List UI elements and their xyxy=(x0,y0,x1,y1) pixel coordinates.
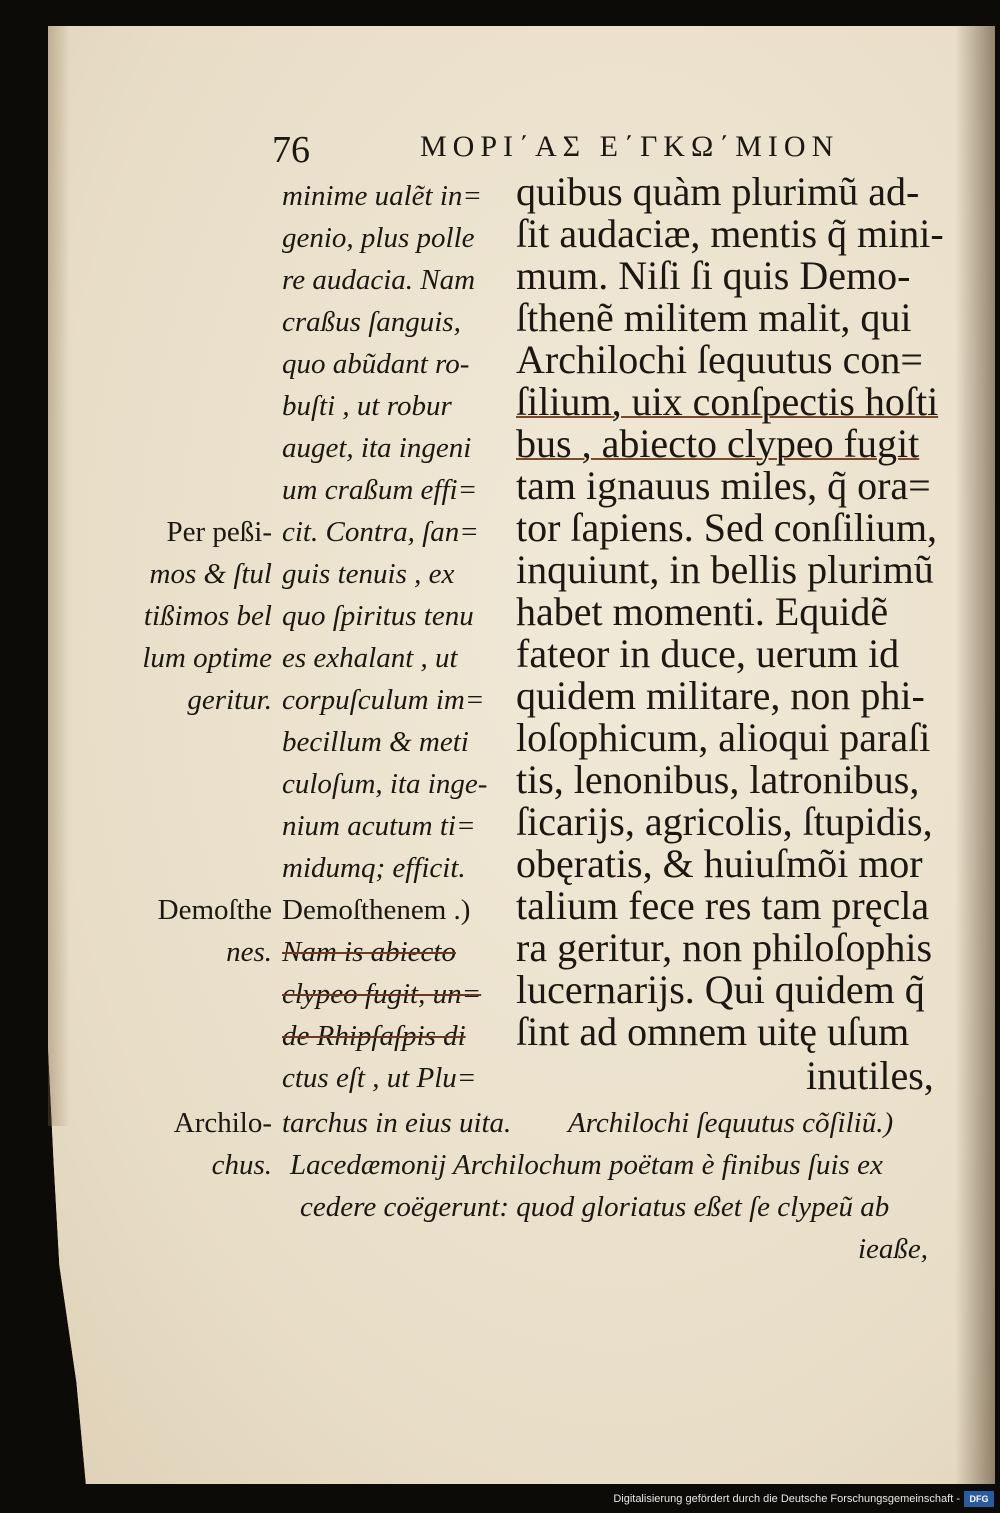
main-text-line: talium fece res tam pręcla xyxy=(516,883,930,928)
gloss-line-struck: Nam is abiecto xyxy=(282,936,456,968)
main-text-line: tor ſapiens. Sed conſilium, xyxy=(516,505,938,550)
margin-note-line: Archilo- xyxy=(173,1107,272,1139)
gloss-line: auget, ita ingeni xyxy=(282,432,472,464)
gloss-line: nium acutum ti= xyxy=(282,810,476,842)
digitization-credit: Digitalisierung gefördert durch die Deutsche Forschungsgemeinschaft - xyxy=(613,1493,960,1505)
margin-note-line: Demoſthe xyxy=(157,894,272,926)
gloss-line: um craßum effi= xyxy=(282,474,478,506)
main-text-line: bus , abiecto clypeo fugit xyxy=(516,421,920,466)
footnote-line: cedere coëgerunt: quod gloriatus eßet ſe clypeũ ab xyxy=(300,1191,890,1223)
footnote-line: ieaße, xyxy=(858,1233,929,1265)
footnote-line: Archilochi ſequutus cõſiliũ.) xyxy=(568,1107,894,1139)
main-text-line: inquiunt, in bellis plurimũ xyxy=(516,547,934,592)
footnote-line: Lacedæmonij Archilochum poëtam è finibus ſuis ex xyxy=(290,1149,883,1181)
gloss-line: cit. Contra, ſan= xyxy=(282,516,479,548)
margin-note-line: Per peßi- xyxy=(166,516,272,548)
gloss-line: Demoſthenem .) xyxy=(282,894,471,926)
main-text-line: lucernarijs. Qui quidem q̃ xyxy=(516,967,925,1012)
main-text-line: tam ignauus miles, q̃ ora= xyxy=(516,463,931,508)
page-edge-shadow xyxy=(955,26,995,1484)
gloss-line: tarchus in eius uita. xyxy=(282,1107,512,1139)
dfg-logo: DFG xyxy=(964,1491,994,1507)
margin-note-line: chus. xyxy=(211,1149,272,1181)
gloss-line: guis tenuis , ex xyxy=(282,558,455,590)
main-text-line: loſophicum, alioqui paraſi xyxy=(516,715,931,760)
main-text-line: obęratis, & huiuſmõi mor xyxy=(516,841,923,886)
gloss-line: ctus eſt , ut Plu= xyxy=(282,1062,477,1094)
gloss-line-struck: de Rhipſaſpis di xyxy=(282,1020,466,1052)
main-text-line: ra geritur, non philoſophis xyxy=(516,925,933,970)
gutter-shadow xyxy=(48,26,70,1126)
main-text-line: ſint ad omnem uitę uſum xyxy=(516,1009,910,1054)
gloss-line: culoſum, ita inge- xyxy=(282,768,488,800)
page-number: 76 xyxy=(272,129,310,171)
gloss-line: becillum & meti xyxy=(282,726,469,758)
gloss-line: midumq; efficit. xyxy=(282,852,466,884)
gloss-line: buſti , ut robur xyxy=(282,390,452,422)
gloss-line: quo ſpiritus tenu xyxy=(282,600,474,632)
margin-note-line: tißimos bel xyxy=(143,600,272,632)
main-text-line: mum. Niſi ſi quis Demo- xyxy=(516,253,911,298)
main-text-line: habet momenti. Equidẽ xyxy=(516,589,889,634)
main-text-line: ſthenẽ militem malit, qui xyxy=(516,295,912,340)
gloss-line: craßus ſanguis, xyxy=(282,306,461,338)
main-text-line: inutiles, xyxy=(806,1053,934,1098)
margin-note-line: lum optime xyxy=(142,642,272,674)
main-text-line: Archilochi ſequutus con= xyxy=(516,337,923,382)
main-text-line: ſilium, uix conſpectis hoſti xyxy=(516,379,939,424)
gloss-line: re audacia. Nam xyxy=(282,264,476,296)
gloss-line: quo abũdant ro- xyxy=(282,348,470,380)
margin-note-line: nes. xyxy=(226,936,272,968)
gloss-line: es exhalant , ut xyxy=(282,642,458,674)
main-text-line: tis, lenonibus, latronibus, xyxy=(516,757,920,802)
gloss-line: corpuſculum im= xyxy=(282,684,485,716)
gloss-line: minime ualẽt in= xyxy=(282,180,482,212)
gloss-line: genio, plus polle xyxy=(282,222,475,254)
main-text-line: quidem militare, non phi- xyxy=(516,673,925,718)
main-text-line: quibus quàm plurimũ ad- xyxy=(516,169,920,214)
running-title: ΜΟΡΙ΄ΑΣ Ε΄ΓΚΩ΄ΜΙΟΝ xyxy=(420,130,840,163)
gloss-line-struck: clypeo fugit, un= xyxy=(282,978,482,1010)
main-text-line: ſit audaciæ, mentis q̃ mini- xyxy=(516,211,944,256)
main-text-line: fateor in duce, uerum id xyxy=(516,631,900,676)
margin-note-line: mos & ſtul xyxy=(149,558,272,590)
margin-note-line: geritur. xyxy=(187,684,272,716)
main-text-line: ſicarijs, agricolis, ſtupidis, xyxy=(516,799,933,844)
